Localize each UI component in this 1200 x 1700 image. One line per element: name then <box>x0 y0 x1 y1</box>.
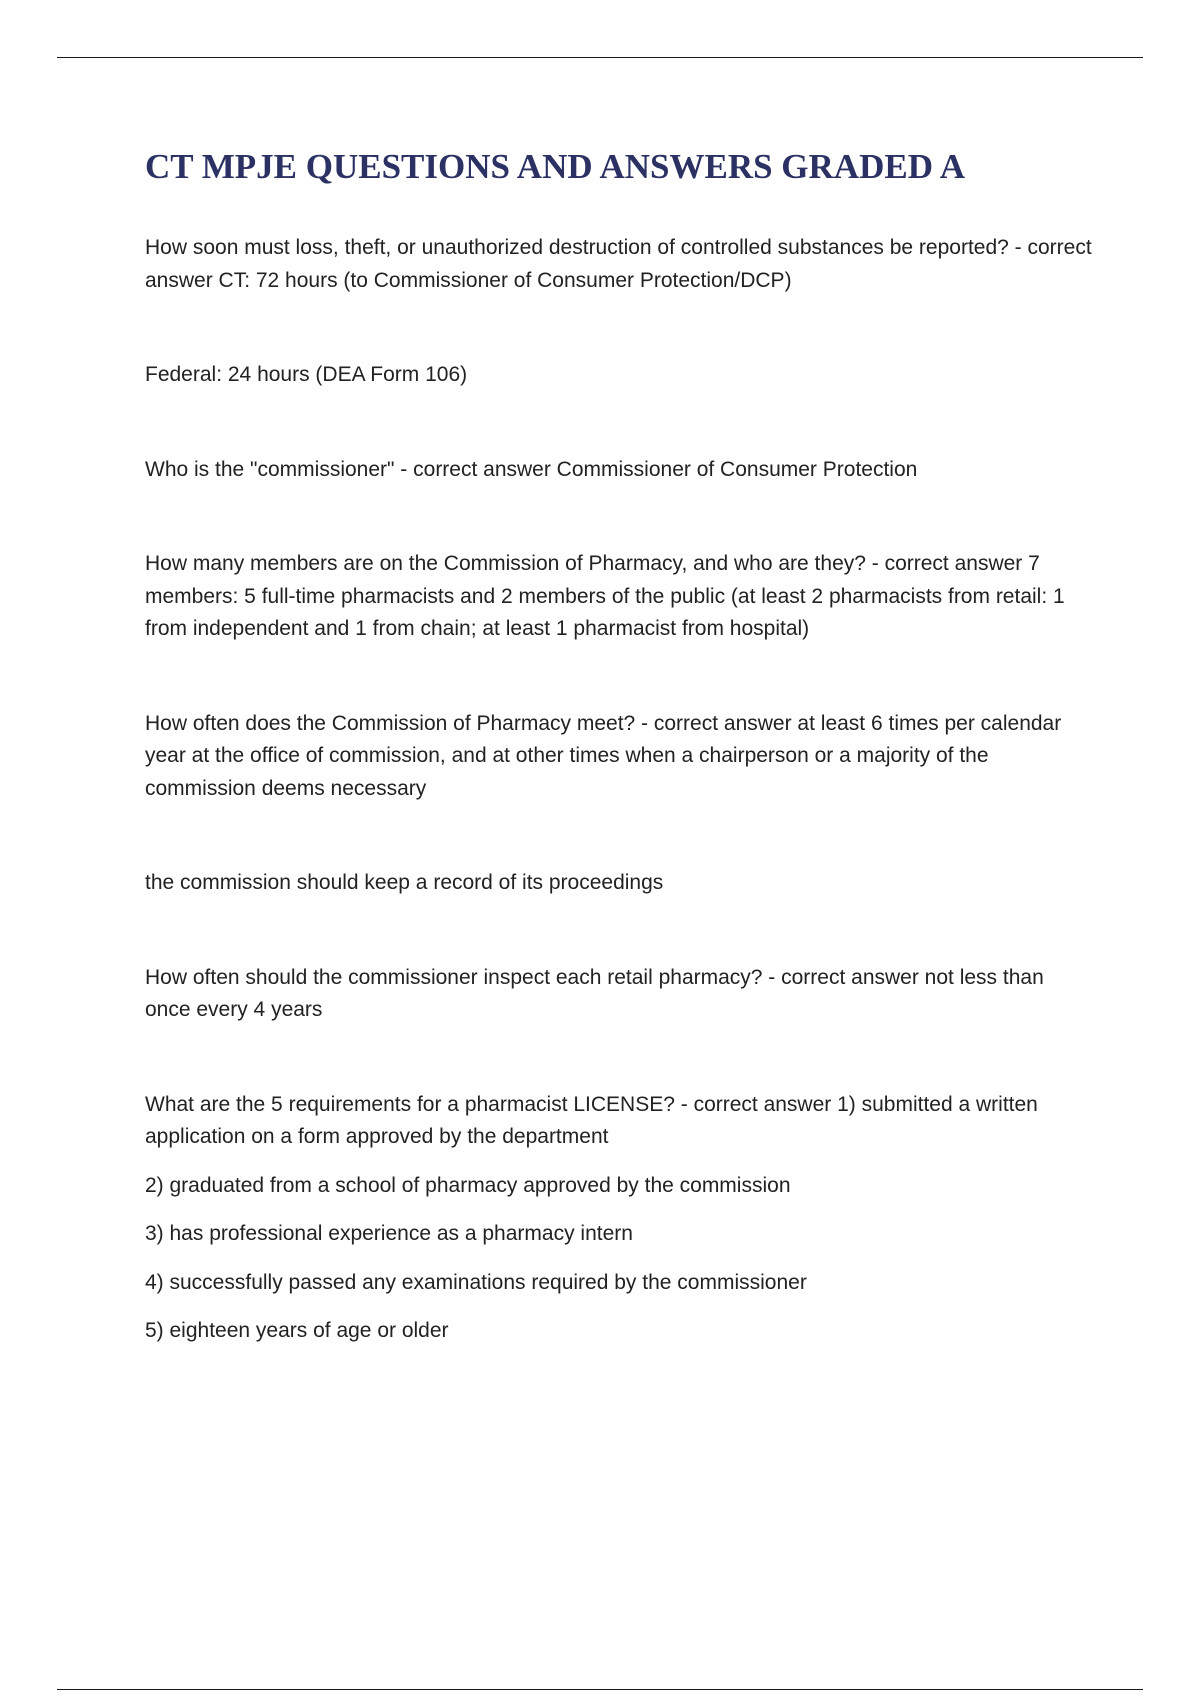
top-rule <box>57 57 1143 58</box>
bottom-rule <box>57 1689 1143 1690</box>
qa-license-requirement-3: 3) has professional experience as a pharmacy intern <box>145 1222 633 1245</box>
document-body <box>145 232 1095 1348</box>
document-title: CT MPJE QUESTIONS AND ANSWERS GRADED A <box>145 147 966 186</box>
qa-loss-theft-reporting: How soon must loss, theft, or unauthorized destruction of controlled substances be reported? - correct answer CT: 72 hours (to Commissioner of Consumer Protection/DCP) <box>145 236 1092 292</box>
qa-license-requirement-5: 5) eighteen years of age or older <box>145 1319 449 1342</box>
qa-license-requirement-1: What are the 5 requirements for a pharmacist LICENSE? - correct answer 1) submitted a written application on a form approved by the department <box>145 1092 1038 1148</box>
qa-license-requirement-4: 4) successfully passed any examinations required by the commissioner <box>145 1270 807 1294</box>
qa-license-requirement-2: 2) graduated from a school of pharmacy approved by the commission <box>145 1173 791 1197</box>
qa-commission-meetings: How often does the Commission of Pharmacy meet? - correct answer at least 6 times per calendar year at the office of commission, and at other times when a chairperson or a majority of the commission deems necessary <box>145 711 1062 800</box>
qa-commission-records: the commission should keep a record of its proceedings <box>145 871 664 894</box>
qa-retail-inspection: How often should the commissioner inspect each retail pharmacy? - correct answer not less than once every 4 years <box>145 965 1044 1021</box>
qa-commissioner-identity: Who is the "commissioner" - correct answer Commissioner of Consumer Protection <box>145 457 918 481</box>
qa-commission-members: How many members are on the Commission of Pharmacy, and who are they? - correct answer 7 members: 5 full-time pharmacists and 2 members of the public (at least 2 pharmacists from retail: 1 from independent and 1 from chain; at least 1 pharmacist from hospital) <box>145 552 1065 640</box>
qa-federal-reporting: Federal: 24 hours (DEA Form 106) <box>145 363 468 386</box>
